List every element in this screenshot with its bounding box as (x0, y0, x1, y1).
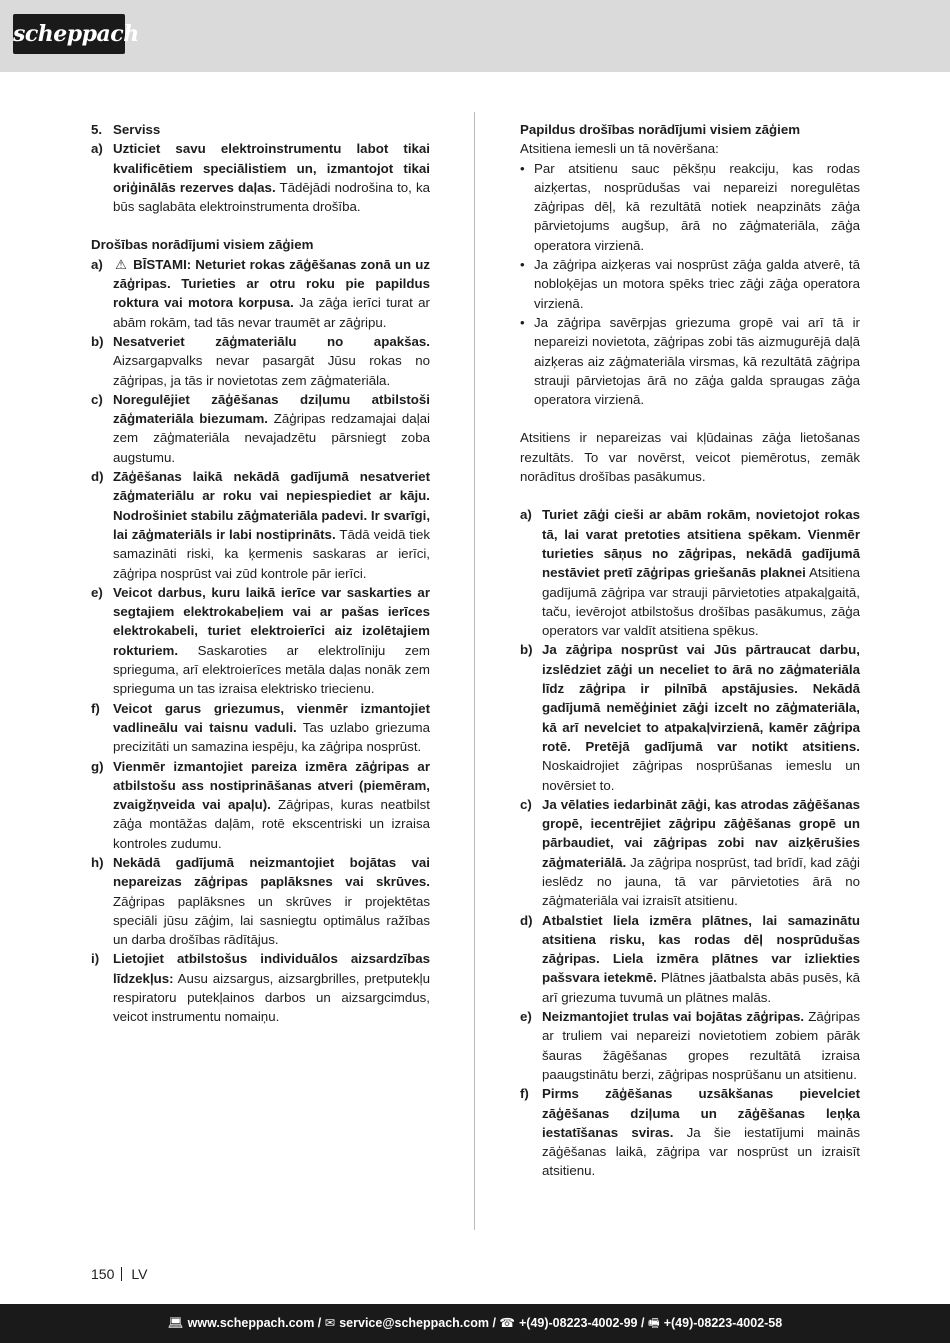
column-divider (474, 112, 475, 1230)
footer-separator: / (314, 1316, 325, 1330)
list-item (520, 795, 860, 911)
bullet-text: Par atsitienu sauc pēkšņu reakciju, kas rodas aizķertas, nosprūdušas vai nepareizi noregulētas zāģripas dēļ, kā rezultātā notiek neapzināts zāģa pārvietojums augšup, ārā no zāģmateriāla, zāģa operatora virzienā. (534, 160, 860, 253)
bullet-dot-icon: • (520, 314, 525, 330)
footer-web-link[interactable]: www.scheppach.com (187, 1316, 315, 1330)
page-separator (121, 1267, 122, 1281)
item-bold-text: Ja vēlaties iedarbināt zāģi, kas atrodas zāģēšanas gropē, iecentrējiet zāģripu zāģēšanas gropē un pārbaudiet, vai zāģripas zobi nav aizķērušies zāģmateriālā. (542, 796, 860, 870)
list-item (91, 583, 430, 699)
list-item (520, 1084, 860, 1180)
item-bold-text: Vienmēr izmantojiet pareiza izmēra zāģripas ar atbilstošu ass nostiprināšanas atveri (piemēram, zvaigžņveida vai apaļu). (113, 758, 430, 813)
item-label: c) (91, 391, 103, 407)
item-bold-text: Ja zāģripa nosprūst vai Jūs pārtraucat darbu, izslēdziet zāģi un neceliet to ārā no zāģmateriāla līdz zāģripa ir pilnībā apstājusies. Nekādā gadījumā neměģiniet zāģi izcelt no zāģmateriāla, kā arī nevelciet to atpakaļvirzienā, kamēr zāģripa rotē. Pretējā gadījumā var notikt atsitiens. (542, 642, 860, 754)
list-item (91, 853, 430, 949)
page-language: LV (131, 1266, 148, 1282)
list-item (520, 640, 860, 794)
item-text: Ausu aizsargus, aizsargbrilles, pretputekļu respiratoru putekļainos darbos un aizsargcimdus, veicot instrumentu nomaiņu. (113, 970, 430, 1025)
section-number: 5. (91, 122, 103, 137)
list-item (91, 255, 430, 332)
list-item (520, 505, 860, 640)
item-label: e) (520, 1009, 532, 1025)
kickback-heading: Papildus drošības norādījumi visiem zāģiem (520, 122, 801, 137)
bullet-text: Ja zāģripa aizķeras vai nosprūst zāģa galda atverē, tā nobloķējas un motora spēks triec zāģi zāģa operatora virzienā. (534, 257, 860, 311)
item-bold-text: Nekādā gadījumā neizmantojiet bojātas vai nepareizas zāģripas paplāksnes vai skrūves. (113, 854, 430, 890)
item-text: Zāģripas, kuras neatbilst zāģa montāžas daļām, rotē ekscentriski un izraisa kontroles zudumu. (113, 797, 430, 851)
list-item (91, 467, 430, 583)
bullet-item (520, 313, 860, 409)
fax-icon: 🖷︎ (647, 1316, 660, 1330)
item-text: Tas uzlabo griezuma precizitāti un samazina iespēju, ka zāģripa nosprūst. (113, 719, 430, 755)
footer-bar (0, 1304, 950, 1343)
list-item (520, 1007, 860, 1084)
item-bold-text: Zāģēšanas laikā nekādā gadījumā nesatveriet zāģmateriālu ar roku vai nepiespiediet ar kāju. Nodrošiniet stabilu zāģmateriāla padevi. Ir svarīgi, lai zāģmateriāls ir labi nostiprināts. (113, 469, 431, 542)
item-text: Zāģripas paplāksnes un skrūves ir projektētas speciāli jūsu zāģim, lai sasniegtu optimālus ražības un darba drošības rādītājus. (113, 893, 430, 948)
item-bold-text: Nesatveriet zāģmateriālu no apakšas. (113, 333, 430, 349)
scheppach-logo: scheppach (13, 14, 125, 54)
email-icon: ✉︎ (324, 1316, 336, 1330)
bullet-list (520, 159, 860, 410)
item-bold-text: Veicot garus griezumus, vienmēr izmantojiet vadlineālu vai taisnu vaduli. (113, 700, 430, 735)
item-label: b) (91, 333, 104, 349)
item-label: h) (91, 854, 104, 870)
list-item (91, 699, 430, 757)
header-bar (0, 0, 950, 72)
item-bold-text: Atbalstiet liela izmēra plātnes, lai samazinātu atsitiena risku, kas rodas dēļ nosprūdušas zāģripas. Liela izmēra plātnes var izliekties pašsvara ietekmē. (542, 912, 860, 986)
list-item (91, 390, 430, 467)
warning-triangle-icon: ⚠ (115, 256, 127, 272)
list-item (520, 911, 860, 1007)
item-text: Ja zāģa ierīci turat ar abām rokām, tad tās nevar traumēt ar zāģripu. (113, 295, 430, 330)
service-item-a (91, 139, 430, 216)
item-label: a) (91, 141, 103, 157)
saw-safety-heading: Drošības norādījumi visiem zāģiem (91, 237, 314, 253)
item-bold-text: Uzticiet savu elektroinstrumentu labot tikai kvalificētiem speciālistiem un, izmantojot tikai oriģinālās rezerves daļas. (113, 141, 430, 195)
section-title: Serviss (113, 122, 161, 137)
item-text: Saskaroties ar elektrolīniju zem sprieguma, arī elektroierīces metāla daļas nonāk zem sprieguma un tas izraisa elektrisko triecienu. (113, 642, 430, 697)
item-label: a) (91, 256, 103, 272)
item-label: e) (91, 584, 103, 600)
item-bold-text: Pirms zāģēšanas uzsākšanas pievelciet zāģēšanas dziļuma un zāģēšanas leņķa iestatīšanas sviras. (542, 1086, 860, 1140)
page-footer-number (91, 1265, 147, 1283)
item-label: d) (520, 912, 533, 928)
bullet-text: Ja zāģripa savērpjas griezuma gropē vai arī tā ir nepareizi novietota, zāģripas zobi tās aizmugurējā daļā aizķeras aiz zāģmateriāla virsmas, kā rezultātā zāģripa strauji pārvietojas ārā no zāģa galda spraugas zāģa operatora virzienā. (534, 314, 860, 408)
item-label: i) (91, 951, 100, 967)
item-bold-text: Lietojiet atbilstošus individuālos aizsardzības līdzekļus: (113, 951, 430, 986)
item-bold-text: Veicot darbus, kuru laikā ierīce var saskarties ar segtajiem elektrokabeļiem vai ar pašas ierīces elektrokabeli, turiet elektroierīci aiz izolētajiem rokturiem. (113, 584, 430, 658)
item-bold-text: BĪSTAMI: Neturiet rokas zāģēšanas zonā un uz zāģripas. Turieties ar otru roku pie papildus roktura vai motora korpusa. (113, 256, 430, 311)
bullet-item (520, 159, 860, 255)
footer-phone: +(49)-08223-4002-99 (518, 1316, 638, 1330)
item-label: a) (520, 507, 532, 523)
item-text: Tādējādi nodrošina to, ka būs saglabāta elektroinstrumenta drošība. (113, 179, 430, 215)
list-item (91, 949, 430, 1026)
item-label: c) (520, 796, 532, 812)
item-bold-text: Noregulējiet zāģēšanas dziļumu atbilstoši zāģmateriāla biezumam. (113, 391, 430, 427)
item-text: Zāģripas ar truliem vai nepareizi novietotiem zobiem pārāk šauras žāgēšanas gropes rezultātā izraisa paaugstinātu berzi, zāģripas nosprūšanu un atsitienu. (542, 1009, 860, 1082)
item-label: d) (91, 469, 104, 485)
item-label: f) (520, 1086, 529, 1102)
list-item (91, 332, 430, 390)
item-text: Ja zāģripa nosprūst, tad brīdī, kad zāģi ieslēdz no jauna, tā var pārvietoties ārā no zāģmateriāla vai izraisīt atsitienu. (542, 854, 860, 909)
bullet-dot-icon: • (520, 257, 525, 273)
item-label: g) (91, 758, 104, 774)
footer-email-link[interactable]: service@scheppach.com (339, 1316, 489, 1330)
item-label: b) (520, 642, 533, 658)
footer-separator: / (488, 1316, 500, 1330)
footer-fax: +(49)-08223-4002-58 (663, 1316, 783, 1330)
page-number: 150 (91, 1266, 115, 1282)
item-text: Zāģripas redzamajai daļai zem zāģmateriāla nevajadzētu pārsniegt zoba augstumu. (113, 411, 430, 465)
computer-icon: 💻︎ (167, 1316, 184, 1330)
kickback-intro: Atsitiena iemesli un tā novēršana: (520, 141, 719, 157)
list-item (91, 757, 430, 853)
kickback-paragraph: Atsitiens ir nepareizas vai kļūdainas zāģa lietošanas rezultāts. To var novērst, veicot piemērotus, zemāk norādītus drošības pasākumus. (520, 430, 860, 485)
item-text: Noskaidrojiet zāģripas nosprūšanas iemeslu un novērsiet to. (542, 758, 860, 793)
bullet-dot-icon: • (520, 160, 525, 176)
item-text: Plātnes jāatbalsta abās pusēs, kā arī griezuma tuvumā un plātnes malās. (542, 970, 860, 1005)
item-text: Ja šie iestatījumi mainās zāģēšanas laikā, zāģripa var nosprūst un izraisīt atsitienu. (542, 1124, 860, 1179)
section-heading (91, 120, 430, 139)
bullet-item (520, 255, 860, 313)
footer-separator: / (637, 1316, 648, 1330)
item-label: f) (91, 700, 100, 716)
item-text: Tādā veidā tiek samazināti riski, ka ķermenis saskaras ar ierīci, zāģripa nosprūst vai zūd kontrole pār ierīci. (113, 526, 430, 581)
item-text: Aizsargapvalks nevar pasargāt Jūsu rokas no zāģripas, ja tās ir novietotas zem zāģmateriāla. (113, 353, 430, 388)
left-column (91, 120, 430, 1027)
item-text: Atsitiena gadījumā zāģripa var strauji pārvietoties atpakaļgaitā, taču, ievērojot atbilstošus drošības pasākumus, zāģa operators var valdīt atsitiena spēkus. (542, 565, 860, 639)
item-bold-text: Turiet zāģi cieši ar abām rokām, novietojot rokas tā, lai varat pretoties atsitiena spēkam. Vienmēr turieties sāņus no zāģripas, nekādā gadījumā nestāviet pretī zāģripas griešanās plaknei (542, 507, 860, 581)
right-column (520, 120, 860, 1181)
phone-icon: ☎︎ (499, 1316, 515, 1330)
item-bold-text: Neizmantojiet trulas vai bojātas zāģripas. (542, 1009, 805, 1025)
